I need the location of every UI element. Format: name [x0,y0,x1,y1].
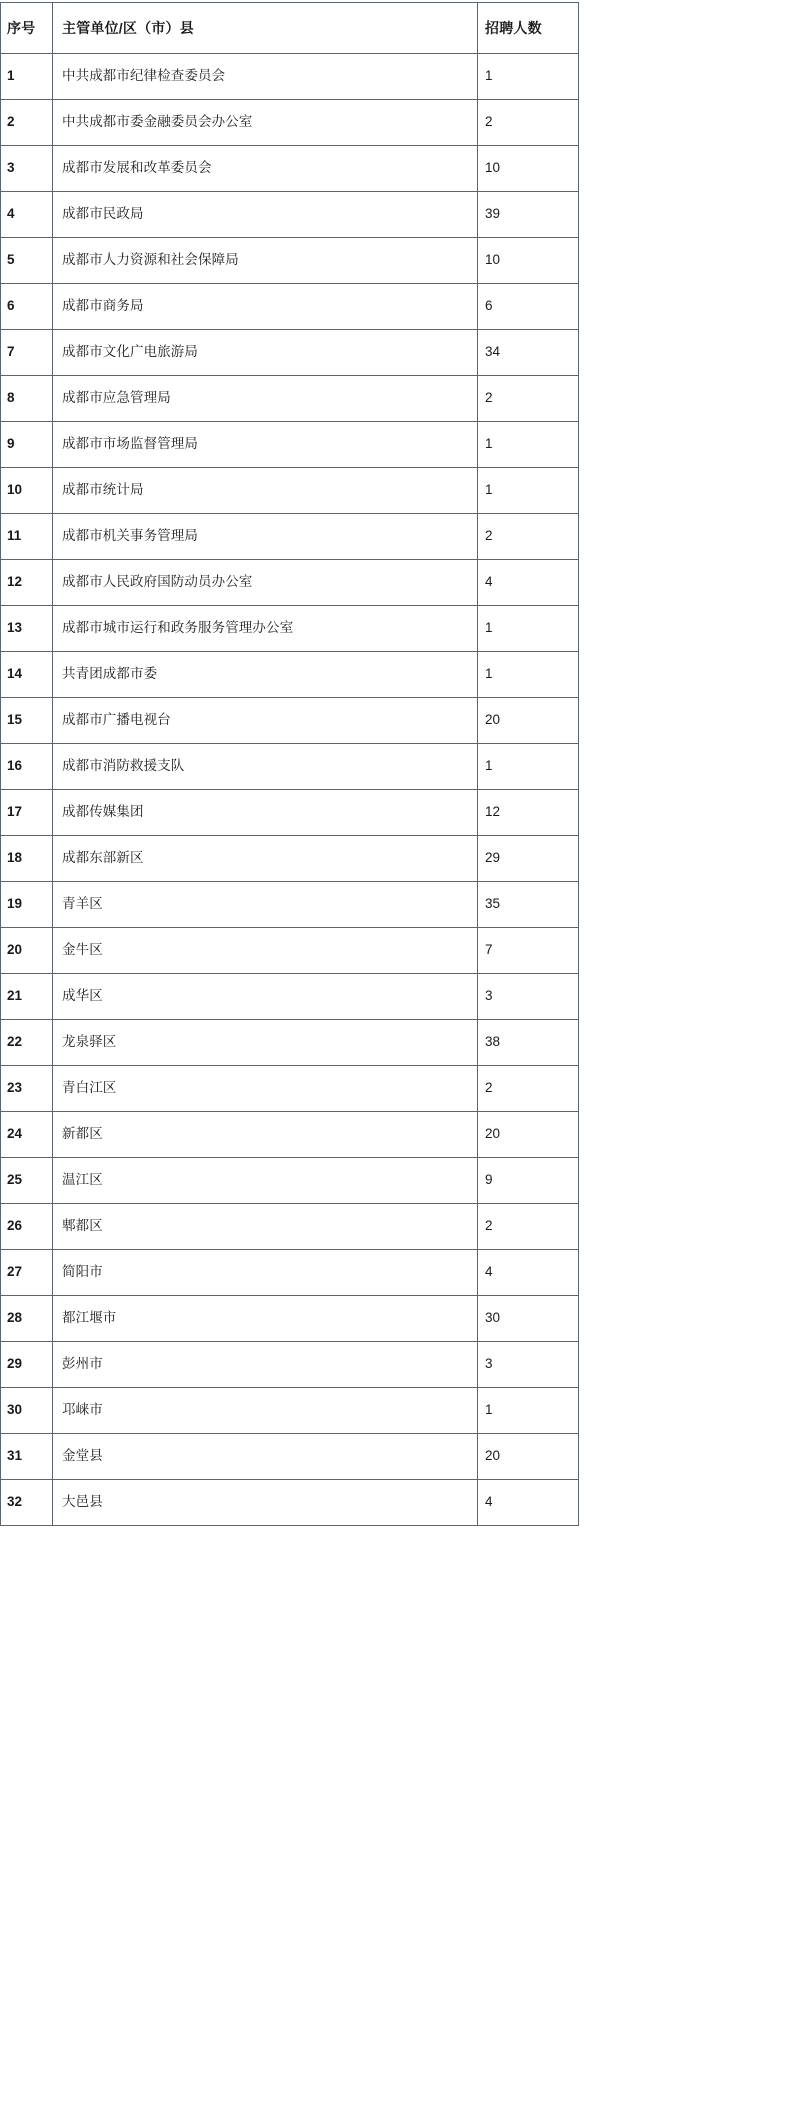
cell-unit: 简阳市 [53,1250,478,1296]
cell-unit: 彭州市 [53,1342,478,1388]
cell-unit: 龙泉驿区 [53,1020,478,1066]
cell-index: 10 [1,468,53,514]
cell-unit: 成都市统计局 [53,468,478,514]
cell-unit: 成都市市场监督管理局 [53,422,478,468]
table-row [1,284,579,330]
cell-unit: 都江堰市 [53,1296,478,1342]
cell-index: 13 [1,606,53,652]
cell-count: 12 [478,790,579,836]
cell-count: 35 [478,882,579,928]
cell-count: 38 [478,1020,579,1066]
table-row [1,1158,579,1204]
table-row [1,1250,579,1296]
table-row [1,376,579,422]
cell-count: 1 [478,54,579,100]
table-row [1,928,579,974]
cell-unit: 成都市应急管理局 [53,376,478,422]
cell-unit: 金牛区 [53,928,478,974]
cell-count: 1 [478,1388,579,1434]
table-row [1,974,579,1020]
cell-unit: 成都市城市运行和政务服务管理办公室 [53,606,478,652]
cell-count: 1 [478,606,579,652]
cell-index: 3 [1,146,53,192]
table-row [1,1066,579,1112]
cell-count: 2 [478,376,579,422]
cell-index: 1 [1,54,53,100]
cell-count: 7 [478,928,579,974]
cell-unit: 青白江区 [53,1066,478,1112]
cell-index: 14 [1,652,53,698]
cell-index: 2 [1,100,53,146]
cell-count: 4 [478,560,579,606]
cell-count: 34 [478,330,579,376]
cell-unit: 共青团成都市委 [53,652,478,698]
column-header-count: 招聘人数 [478,3,579,54]
table-row [1,744,579,790]
cell-index: 8 [1,376,53,422]
cell-index: 31 [1,1434,53,1480]
cell-index: 21 [1,974,53,1020]
cell-count: 29 [478,836,579,882]
table-row [1,100,579,146]
cell-unit: 成华区 [53,974,478,1020]
cell-index: 16 [1,744,53,790]
cell-count: 1 [478,468,579,514]
table-row [1,1112,579,1158]
cell-index: 11 [1,514,53,560]
table-row [1,1296,579,1342]
table-row [1,146,579,192]
cell-index: 29 [1,1342,53,1388]
table-row [1,54,579,100]
table-row [1,652,579,698]
table-body [1,54,579,1526]
table-row [1,192,579,238]
cell-unit: 成都市消防救援支队 [53,744,478,790]
cell-index: 17 [1,790,53,836]
cell-unit: 成都传媒集团 [53,790,478,836]
cell-count: 9 [478,1158,579,1204]
cell-unit: 大邑县 [53,1480,478,1526]
cell-index: 19 [1,882,53,928]
cell-unit: 成都市发展和改革委员会 [53,146,478,192]
cell-count: 2 [478,514,579,560]
cell-index: 12 [1,560,53,606]
table-row [1,560,579,606]
table-row [1,790,579,836]
cell-unit: 新都区 [53,1112,478,1158]
cell-count: 10 [478,238,579,284]
cell-unit: 青羊区 [53,882,478,928]
cell-count: 20 [478,698,579,744]
column-header-index: 序号 [1,3,53,54]
cell-unit: 成都市机关事务管理局 [53,514,478,560]
cell-count: 20 [478,1434,579,1480]
cell-unit: 郫都区 [53,1204,478,1250]
cell-count: 3 [478,1342,579,1388]
cell-unit: 成都市广播电视台 [53,698,478,744]
cell-count: 10 [478,146,579,192]
cell-unit: 成都市民政局 [53,192,478,238]
table-row [1,238,579,284]
table-row [1,698,579,744]
cell-count: 1 [478,422,579,468]
cell-index: 15 [1,698,53,744]
cell-index: 27 [1,1250,53,1296]
cell-index: 25 [1,1158,53,1204]
cell-unit: 成都市文化广电旅游局 [53,330,478,376]
column-header-unit: 主管单位/区（市）县 [53,3,478,54]
table-row [1,468,579,514]
table-row [1,1204,579,1250]
cell-index: 24 [1,1112,53,1158]
cell-index: 6 [1,284,53,330]
cell-unit: 邛崃市 [53,1388,478,1434]
cell-index: 5 [1,238,53,284]
cell-count: 39 [478,192,579,238]
cell-index: 26 [1,1204,53,1250]
cell-unit: 中共成都市委金融委员会办公室 [53,100,478,146]
table-row [1,514,579,560]
cell-index: 23 [1,1066,53,1112]
cell-count: 6 [478,284,579,330]
cell-unit: 金堂县 [53,1434,478,1480]
table-row [1,1480,579,1526]
cell-count: 4 [478,1480,579,1526]
cell-unit: 成都市商务局 [53,284,478,330]
cell-count: 4 [478,1250,579,1296]
cell-index: 9 [1,422,53,468]
cell-index: 7 [1,330,53,376]
table-row [1,606,579,652]
cell-unit: 温江区 [53,1158,478,1204]
table-row [1,1020,579,1066]
cell-count: 3 [478,974,579,1020]
cell-count: 1 [478,744,579,790]
cell-index: 32 [1,1480,53,1526]
table-row [1,836,579,882]
header-row [1,3,579,54]
table-header [1,3,579,54]
table-row [1,1388,579,1434]
cell-unit: 成都东部新区 [53,836,478,882]
cell-count: 30 [478,1296,579,1342]
cell-count: 2 [478,1066,579,1112]
cell-index: 18 [1,836,53,882]
table-row [1,422,579,468]
cell-unit: 中共成都市纪律检查委员会 [53,54,478,100]
table-row [1,1434,579,1480]
cell-unit: 成都市人力资源和社会保障局 [53,238,478,284]
table-row [1,1342,579,1388]
recruitment-table [0,2,579,1526]
cell-index: 22 [1,1020,53,1066]
cell-count: 2 [478,1204,579,1250]
cell-index: 4 [1,192,53,238]
cell-count: 20 [478,1112,579,1158]
cell-index: 30 [1,1388,53,1434]
cell-index: 20 [1,928,53,974]
table-row [1,330,579,376]
table-row [1,882,579,928]
cell-index: 28 [1,1296,53,1342]
cell-count: 2 [478,100,579,146]
cell-count: 1 [478,652,579,698]
cell-unit: 成都市人民政府国防动员办公室 [53,560,478,606]
